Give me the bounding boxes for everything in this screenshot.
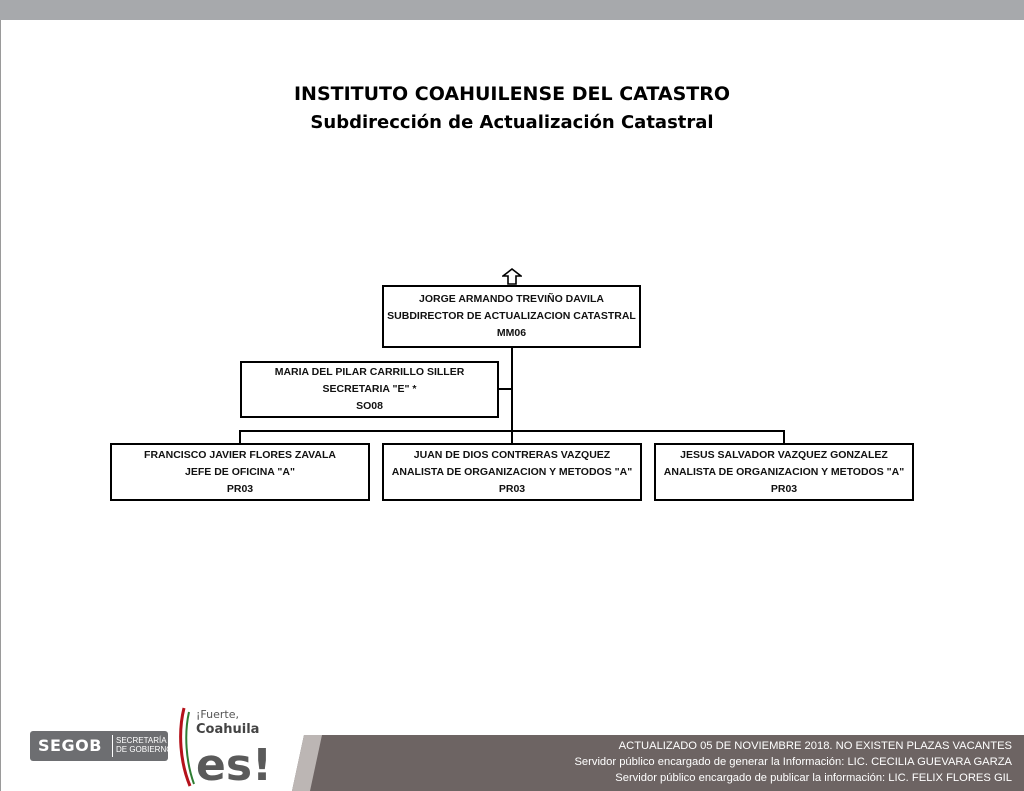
coahuila-logo-line2: Coahuila	[196, 722, 260, 737]
segob-logo-separator	[112, 735, 113, 757]
footer-line-generator: Servidor público encargado de generar la Información: LIC. CECILIA GUEVARA GARZA	[574, 756, 1012, 768]
coahuila-logo-line3: es!	[196, 740, 273, 788]
subordinate-code: PR03	[498, 482, 526, 495]
page-title: INSTITUTO COAHUILENSE DEL CATASTRO	[293, 83, 731, 105]
footer-line-publisher: Servidor público encargado de publicar la información: LIC. FELIX FLORES GIL	[615, 772, 1012, 784]
connector-right-drop	[783, 430, 785, 444]
connector-staff	[498, 388, 512, 390]
segob-logo-subtitle: SECRETARÍA DE GOBIERNO	[116, 736, 173, 754]
left-border	[0, 20, 1, 791]
footer-line-updated: ACTUALIZADO 05 DE NOVIEMBRE 2018. NO EXISTEN PLAZAS VACANTES	[618, 740, 1012, 752]
subordinate-code: PR03	[226, 482, 254, 495]
staff-code: SO08	[356, 400, 383, 412]
top-bar	[0, 0, 1024, 20]
head-name: JORGE ARMANDO TREVIÑO DAVILA	[419, 293, 604, 305]
coahuila-logo-line1: ¡Fuerte,	[196, 708, 239, 721]
up-arrow-icon[interactable]	[502, 268, 522, 285]
page-subtitle: Subdirección de Actualización Catastral	[310, 112, 714, 133]
head-code: MM06	[496, 327, 527, 339]
org-box-head	[382, 285, 641, 348]
org-box-staff	[240, 361, 499, 418]
subordinate-position: ANALISTA DE ORGANIZACION Y METODOS "A"	[663, 465, 905, 478]
connector-left-drop	[239, 430, 241, 444]
staff-name: MARIA DEL PILAR CARRILLO SILLER	[274, 366, 465, 378]
connector-horizontal	[239, 430, 785, 432]
org-box-subordinate-1	[110, 443, 370, 501]
subordinate-name: FRANCISCO JAVIER FLORES ZAVALA	[144, 448, 336, 461]
subordinate-name: JUAN DE DIOS CONTRERAS VAZQUEZ	[413, 448, 611, 461]
org-box-subordinate-2	[382, 443, 642, 501]
coahuila-logo	[178, 702, 286, 788]
subordinate-name: JESUS SALVADOR VAZQUEZ GONZALEZ	[680, 448, 888, 461]
org-box-subordinate-3	[654, 443, 914, 501]
subordinate-position: JEFE DE OFICINA "A"	[185, 465, 295, 478]
subordinate-position: ANALISTA DE ORGANIZACION Y METODOS "A"	[391, 465, 633, 478]
head-position: SUBDIRECTOR DE ACTUALIZACION CATASTRAL	[387, 310, 636, 322]
staff-position: SECRETARIA "E" *	[322, 383, 417, 395]
segob-logo-word: SEGOB	[38, 736, 102, 755]
subordinate-code: PR03	[770, 482, 798, 495]
